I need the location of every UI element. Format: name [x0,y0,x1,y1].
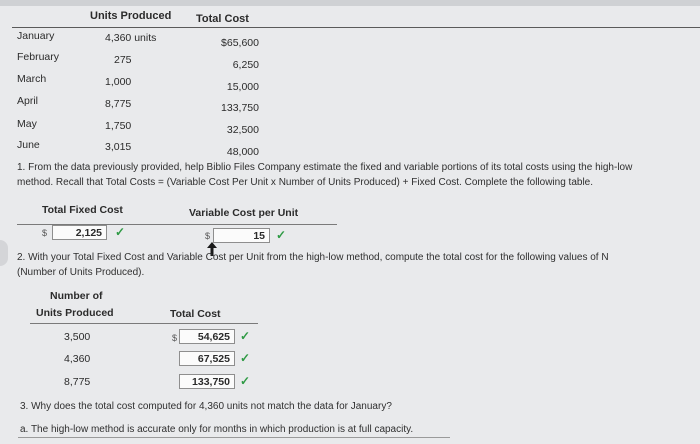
units-produced-header: Units Produced [90,10,172,22]
currency-symbol: $ [42,228,48,238]
question-3: 3. Why does the total cost computed for 4,360 units not match the data for January? [20,401,392,412]
variable-cost-per-unit-header: Variable Cost per Unit [189,207,299,219]
month-label: February [17,51,60,63]
month-label: March [17,73,47,85]
total-cost-field[interactable]: 67,525 [179,351,235,366]
question-2-line-2: (Number of Units Produced). [17,267,145,278]
cost-cell: 32,500 [226,124,259,136]
units-cell: 275 [114,54,132,66]
q2-table-divider [30,323,258,324]
units-cell: 8,775 [105,98,132,110]
cost-cell: 15,000 [226,81,259,93]
variable-cost-per-unit-field[interactable]: 15 [213,228,270,243]
question-2-line-1: 2. With your Total Fixed Cost and Variable Cost per Unit from the high-low method, compute the total cost for the following values of N [17,252,609,263]
month-label: January [17,30,55,42]
total-cost-header: Total Cost [196,13,249,25]
units-produced-header: Units Produced [36,307,114,319]
currency-symbol: $ [205,231,211,241]
month-label: April [17,95,39,107]
correct-check-icon: ✓ [276,228,287,242]
number-of-units-header: Number of [50,290,103,302]
units-cell: 3,015 [105,141,132,153]
units-value: 4,360 [64,353,91,365]
cost-cell: 48,000 [226,146,259,158]
correct-check-icon: ✓ [240,351,251,365]
correct-check-icon: ✓ [240,374,251,388]
question-1-line-1: 1. From the data previously provided, help Biblio Files Company estimate the fixed and variable portions of its total costs using the high-low [17,162,633,173]
answer-underline [18,437,450,438]
answer-option-a[interactable]: a. The high-low method is accurate only for months in which production is at full capacity. [20,424,414,435]
question-1-line-2: method. Recall that Total Costs = (Variable Cost Per Unit x Number of Units Produced) + Fixed Cost. Complete the following table. [17,177,594,188]
page-edge [0,240,8,266]
units-value: 3,500 [64,331,91,343]
cost-cell: 6,250 [232,59,259,71]
top-border [0,0,700,6]
total-cost-header: Total Cost [170,308,221,320]
units-cell: 4,360 units [105,32,157,44]
month-label: May [17,118,37,130]
units-value: 8,775 [64,376,91,388]
correct-check-icon: ✓ [115,225,126,239]
correct-check-icon: ✓ [240,329,251,343]
units-cell: 1,750 [105,120,132,132]
cost-cell: $65,600 [221,37,259,49]
total-fixed-cost-header: Total Fixed Cost [42,204,123,216]
total-cost-field[interactable]: 133,750 [179,374,235,389]
total-fixed-cost-field[interactable]: 2,125 [52,225,107,240]
currency-symbol: $ [172,333,178,343]
cost-cell: 133,750 [221,102,259,114]
table-header-divider [12,27,700,28]
units-cell: 1,000 [105,76,132,88]
month-label: June [17,139,40,151]
total-cost-field[interactable]: 54,625 [179,329,235,344]
